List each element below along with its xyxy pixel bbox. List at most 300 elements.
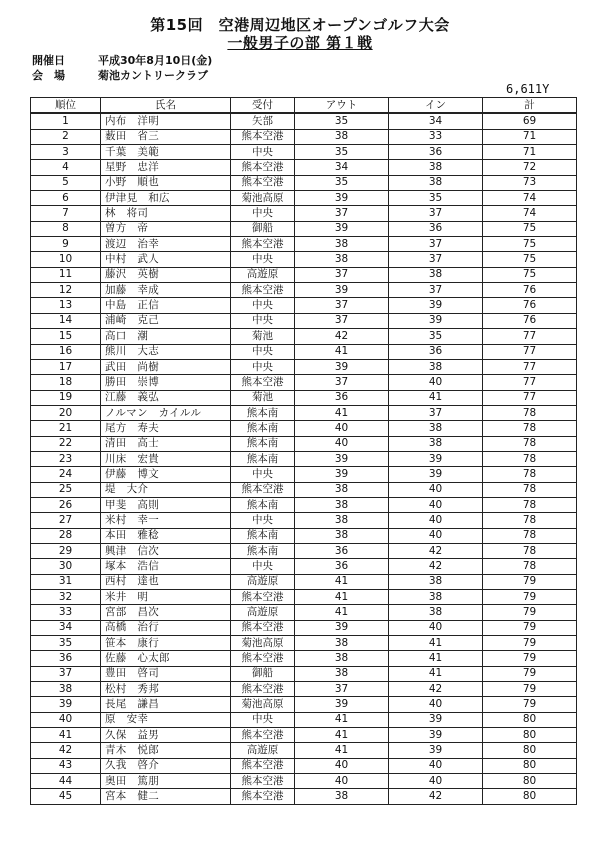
cell-rank: 20 xyxy=(31,405,101,420)
cell-total: 77 xyxy=(483,390,577,405)
cell-in: 38 xyxy=(389,590,483,605)
table-row xyxy=(31,252,577,267)
cell-total: 78 xyxy=(483,405,577,420)
cell-rank: 2 xyxy=(31,129,101,144)
cell-club: 熊本空港 xyxy=(231,620,295,635)
event-venue-label: 会 場 xyxy=(32,69,65,82)
cell-in: 37 xyxy=(389,237,483,252)
cell-out: 38 xyxy=(295,252,389,267)
table-row xyxy=(31,267,577,282)
cell-rank: 30 xyxy=(31,559,101,574)
table-row xyxy=(31,605,577,620)
cell-club: 御船 xyxy=(231,221,295,236)
cell-in: 40 xyxy=(389,758,483,773)
cell-name: 高口 潮 xyxy=(101,329,231,344)
cell-total: 80 xyxy=(483,743,577,758)
cell-total: 75 xyxy=(483,267,577,282)
cell-club: 中央 xyxy=(231,145,295,160)
cell-club: 菊池 xyxy=(231,329,295,344)
cell-rank: 33 xyxy=(31,605,101,620)
cell-club: 矢部 xyxy=(231,113,295,129)
cell-name: 武田 尚樹 xyxy=(101,359,231,374)
cell-in: 38 xyxy=(389,175,483,190)
cell-club: 熊本南 xyxy=(231,451,295,466)
table-row xyxy=(31,543,577,558)
cell-rank: 15 xyxy=(31,329,101,344)
cell-name: 興津 信次 xyxy=(101,543,231,558)
cell-rank: 5 xyxy=(31,175,101,190)
cell-rank: 27 xyxy=(31,513,101,528)
cell-total: 78 xyxy=(483,482,577,497)
cell-in: 40 xyxy=(389,513,483,528)
cell-total: 79 xyxy=(483,697,577,712)
cell-name: 曽方 帝 xyxy=(101,221,231,236)
cell-rank: 21 xyxy=(31,421,101,436)
cell-rank: 16 xyxy=(31,344,101,359)
cell-club: 中央 xyxy=(231,298,295,313)
cell-out: 38 xyxy=(295,651,389,666)
cell-rank: 8 xyxy=(31,221,101,236)
cell-out: 39 xyxy=(295,467,389,482)
cell-total: 78 xyxy=(483,467,577,482)
cell-club: 熊本空港 xyxy=(231,774,295,789)
cell-total: 76 xyxy=(483,313,577,328)
cell-in: 42 xyxy=(389,682,483,697)
cell-total: 69 xyxy=(483,113,577,129)
table-row xyxy=(31,298,577,313)
cell-club: 熊本空港 xyxy=(231,160,295,175)
table-row xyxy=(31,283,577,298)
table-row xyxy=(31,390,577,405)
cell-total: 72 xyxy=(483,160,577,175)
cell-rank: 11 xyxy=(31,267,101,282)
cell-in: 36 xyxy=(389,344,483,359)
table-row xyxy=(31,528,577,543)
cell-club: 高遊原 xyxy=(231,605,295,620)
cell-club: 熊本空港 xyxy=(231,129,295,144)
cell-rank: 43 xyxy=(31,758,101,773)
table-row xyxy=(31,129,577,144)
cell-name: 清田 高士 xyxy=(101,436,231,451)
column-header-out: アウト xyxy=(295,98,389,114)
table-row xyxy=(31,175,577,190)
cell-total: 80 xyxy=(483,712,577,727)
cell-name: 尾方 寿夫 xyxy=(101,421,231,436)
table-header-row xyxy=(31,98,577,114)
cell-in: 38 xyxy=(389,436,483,451)
table-row xyxy=(31,620,577,635)
cell-name: 千葉 美範 xyxy=(101,145,231,160)
cell-in: 40 xyxy=(389,774,483,789)
cell-name: 中村 武人 xyxy=(101,252,231,267)
cell-out: 38 xyxy=(295,789,389,804)
cell-rank: 31 xyxy=(31,574,101,589)
cell-total: 78 xyxy=(483,559,577,574)
cell-rank: 34 xyxy=(31,620,101,635)
cell-total: 79 xyxy=(483,682,577,697)
table-row xyxy=(31,160,577,175)
cell-total: 76 xyxy=(483,298,577,313)
cell-name: 伊藤 博文 xyxy=(101,467,231,482)
table-row xyxy=(31,405,577,420)
cell-out: 38 xyxy=(295,482,389,497)
cell-total: 80 xyxy=(483,774,577,789)
cell-in: 40 xyxy=(389,375,483,390)
column-header-rank: 順位 xyxy=(31,98,101,114)
cell-club: 中央 xyxy=(231,513,295,528)
cell-club: 熊本空港 xyxy=(231,651,295,666)
cell-rank: 3 xyxy=(31,145,101,160)
cell-rank: 40 xyxy=(31,712,101,727)
cell-rank: 17 xyxy=(31,359,101,374)
cell-name: 小野 順也 xyxy=(101,175,231,190)
cell-total: 79 xyxy=(483,666,577,681)
cell-rank: 38 xyxy=(31,682,101,697)
cell-rank: 36 xyxy=(31,651,101,666)
cell-total: 80 xyxy=(483,728,577,743)
cell-rank: 22 xyxy=(31,436,101,451)
results-table xyxy=(30,97,577,805)
cell-in: 38 xyxy=(389,359,483,374)
cell-name: 藤沢 英樹 xyxy=(101,267,231,282)
event-date-label: 開催日 xyxy=(32,54,65,67)
cell-club: 熊本南 xyxy=(231,543,295,558)
table-row xyxy=(31,636,577,651)
table-row xyxy=(31,359,577,374)
cell-out: 39 xyxy=(295,283,389,298)
cell-name: 熊川 大志 xyxy=(101,344,231,359)
cell-club: 中央 xyxy=(231,559,295,574)
cell-rank: 4 xyxy=(31,160,101,175)
cell-name: 浦崎 克己 xyxy=(101,313,231,328)
cell-name: 渡辺 治幸 xyxy=(101,237,231,252)
cell-total: 78 xyxy=(483,543,577,558)
cell-in: 40 xyxy=(389,528,483,543)
cell-total: 79 xyxy=(483,620,577,635)
cell-rank: 14 xyxy=(31,313,101,328)
cell-out: 39 xyxy=(295,620,389,635)
cell-out: 37 xyxy=(295,298,389,313)
cell-club: 中央 xyxy=(231,467,295,482)
cell-in: 40 xyxy=(389,482,483,497)
cell-in: 40 xyxy=(389,497,483,512)
cell-name: 甲斐 高則 xyxy=(101,497,231,512)
cell-name: 本田 雅稔 xyxy=(101,528,231,543)
cell-total: 80 xyxy=(483,789,577,804)
cell-name: 林 将司 xyxy=(101,206,231,221)
cell-in: 41 xyxy=(389,666,483,681)
cell-total: 75 xyxy=(483,237,577,252)
cell-name: 佐藤 心太郎 xyxy=(101,651,231,666)
table-row xyxy=(31,590,577,605)
cell-name: 笹本 康行 xyxy=(101,636,231,651)
cell-in: 40 xyxy=(389,620,483,635)
column-header-in: イン xyxy=(389,98,483,114)
cell-club: 中央 xyxy=(231,206,295,221)
cell-in: 38 xyxy=(389,421,483,436)
cell-rank: 23 xyxy=(31,451,101,466)
cell-total: 79 xyxy=(483,636,577,651)
cell-out: 38 xyxy=(295,129,389,144)
tournament-title: 第15回 空港周辺地区オープンゴルフ大会 xyxy=(150,16,450,34)
cell-club: 熊本南 xyxy=(231,421,295,436)
cell-club: 中央 xyxy=(231,252,295,267)
cell-rank: 7 xyxy=(31,206,101,221)
cell-club: 熊本空港 xyxy=(231,283,295,298)
cell-in: 36 xyxy=(389,221,483,236)
cell-club: 熊本南 xyxy=(231,405,295,420)
cell-out: 41 xyxy=(295,728,389,743)
table-row xyxy=(31,344,577,359)
cell-in: 35 xyxy=(389,191,483,206)
cell-rank: 10 xyxy=(31,252,101,267)
cell-total: 73 xyxy=(483,175,577,190)
cell-name: 松村 秀邦 xyxy=(101,682,231,697)
cell-name: 長尾 謙昌 xyxy=(101,697,231,712)
table-row xyxy=(31,436,577,451)
cell-name: 青木 悦郎 xyxy=(101,743,231,758)
cell-rank: 19 xyxy=(31,390,101,405)
table-row xyxy=(31,666,577,681)
cell-name: 米村 幸一 xyxy=(101,513,231,528)
cell-in: 41 xyxy=(389,651,483,666)
table-row xyxy=(31,451,577,466)
cell-out: 35 xyxy=(295,113,389,129)
cell-out: 38 xyxy=(295,513,389,528)
cell-out: 37 xyxy=(295,267,389,282)
table-row xyxy=(31,697,577,712)
cell-in: 37 xyxy=(389,206,483,221)
cell-total: 77 xyxy=(483,375,577,390)
cell-in: 39 xyxy=(389,451,483,466)
event-date-value: 平成30年8月10日(金) xyxy=(98,54,213,67)
cell-total: 75 xyxy=(483,221,577,236)
cell-rank: 24 xyxy=(31,467,101,482)
cell-out: 41 xyxy=(295,574,389,589)
cell-club: 中央 xyxy=(231,712,295,727)
cell-club: 熊本空港 xyxy=(231,590,295,605)
table-row xyxy=(31,497,577,512)
cell-total: 74 xyxy=(483,206,577,221)
cell-total: 78 xyxy=(483,451,577,466)
cell-total: 71 xyxy=(483,145,577,160)
cell-club: 高遊原 xyxy=(231,743,295,758)
cell-out: 38 xyxy=(295,666,389,681)
cell-club: 菊池 xyxy=(231,390,295,405)
course-yardage: 6,611Y xyxy=(506,82,550,96)
cell-name: 星野 忠洋 xyxy=(101,160,231,175)
event-date xyxy=(32,52,212,68)
cell-out: 36 xyxy=(295,543,389,558)
cell-in: 39 xyxy=(389,712,483,727)
cell-rank: 44 xyxy=(31,774,101,789)
cell-total: 71 xyxy=(483,129,577,144)
cell-total: 79 xyxy=(483,605,577,620)
cell-out: 39 xyxy=(295,221,389,236)
cell-club: 熊本空港 xyxy=(231,375,295,390)
table-row xyxy=(31,467,577,482)
cell-out: 40 xyxy=(295,774,389,789)
cell-total: 74 xyxy=(483,191,577,206)
cell-club: 高遊原 xyxy=(231,574,295,589)
cell-in: 38 xyxy=(389,267,483,282)
results-body xyxy=(31,113,577,804)
cell-club: 菊池高原 xyxy=(231,636,295,651)
cell-club: 熊本空港 xyxy=(231,482,295,497)
cell-name: 中島 正信 xyxy=(101,298,231,313)
cell-name: 塚本 浩信 xyxy=(101,559,231,574)
cell-in: 35 xyxy=(389,329,483,344)
cell-out: 36 xyxy=(295,559,389,574)
cell-out: 40 xyxy=(295,758,389,773)
table-row xyxy=(31,774,577,789)
cell-rank: 37 xyxy=(31,666,101,681)
cell-name: 宮部 昌次 xyxy=(101,605,231,620)
cell-club: 熊本空港 xyxy=(231,758,295,773)
cell-total: 76 xyxy=(483,283,577,298)
cell-rank: 41 xyxy=(31,728,101,743)
cell-name: 川床 宏貴 xyxy=(101,451,231,466)
cell-club: 御船 xyxy=(231,666,295,681)
table-row xyxy=(31,743,577,758)
table-row xyxy=(31,651,577,666)
cell-in: 36 xyxy=(389,145,483,160)
table-row xyxy=(31,728,577,743)
table-row xyxy=(31,221,577,236)
cell-name: 奥田 篤朋 xyxy=(101,774,231,789)
cell-club: 熊本南 xyxy=(231,497,295,512)
event-venue-value: 菊池カントリークラブ xyxy=(98,69,208,82)
cell-out: 37 xyxy=(295,206,389,221)
cell-rank: 28 xyxy=(31,528,101,543)
cell-name: 伊津見 和広 xyxy=(101,191,231,206)
cell-rank: 18 xyxy=(31,375,101,390)
cell-out: 37 xyxy=(295,682,389,697)
cell-name: 宮本 健二 xyxy=(101,789,231,804)
table-row xyxy=(31,758,577,773)
cell-rank: 25 xyxy=(31,482,101,497)
cell-rank: 9 xyxy=(31,237,101,252)
cell-total: 78 xyxy=(483,513,577,528)
column-header-club: 受付 xyxy=(231,98,295,114)
cell-rank: 32 xyxy=(31,590,101,605)
cell-club: 熊本南 xyxy=(231,528,295,543)
cell-in: 37 xyxy=(389,252,483,267)
cell-out: 39 xyxy=(295,697,389,712)
cell-in: 41 xyxy=(389,390,483,405)
cell-name: 堤 大介 xyxy=(101,482,231,497)
cell-rank: 13 xyxy=(31,298,101,313)
cell-name: 内布 洋明 xyxy=(101,113,231,129)
cell-out: 41 xyxy=(295,590,389,605)
cell-total: 75 xyxy=(483,252,577,267)
cell-club: 菊池高原 xyxy=(231,191,295,206)
cell-name: 豊田 啓司 xyxy=(101,666,231,681)
cell-out: 41 xyxy=(295,712,389,727)
cell-out: 39 xyxy=(295,191,389,206)
cell-out: 38 xyxy=(295,528,389,543)
cell-out: 38 xyxy=(295,237,389,252)
division-title xyxy=(0,32,600,53)
cell-rank: 39 xyxy=(31,697,101,712)
cell-rank: 35 xyxy=(31,636,101,651)
cell-total: 77 xyxy=(483,344,577,359)
cell-total: 80 xyxy=(483,758,577,773)
cell-out: 41 xyxy=(295,605,389,620)
cell-in: 39 xyxy=(389,728,483,743)
cell-in: 33 xyxy=(389,129,483,144)
cell-in: 37 xyxy=(389,283,483,298)
cell-name: 西村 達也 xyxy=(101,574,231,589)
table-row xyxy=(31,329,577,344)
cell-name: ノルマン カイルル xyxy=(101,405,231,420)
cell-in: 41 xyxy=(389,636,483,651)
cell-club: 中央 xyxy=(231,344,295,359)
cell-in: 39 xyxy=(389,743,483,758)
table-row xyxy=(31,513,577,528)
cell-in: 42 xyxy=(389,559,483,574)
cell-out: 40 xyxy=(295,421,389,436)
cell-in: 42 xyxy=(389,543,483,558)
cell-out: 38 xyxy=(295,497,389,512)
cell-total: 77 xyxy=(483,359,577,374)
cell-out: 40 xyxy=(295,436,389,451)
cell-out: 41 xyxy=(295,743,389,758)
cell-in: 34 xyxy=(389,113,483,129)
cell-name: 久我 啓介 xyxy=(101,758,231,773)
table-row xyxy=(31,421,577,436)
cell-club: 中央 xyxy=(231,359,295,374)
cell-total: 79 xyxy=(483,651,577,666)
cell-out: 37 xyxy=(295,313,389,328)
cell-club: 熊本南 xyxy=(231,436,295,451)
cell-in: 38 xyxy=(389,160,483,175)
cell-club: 熊本空港 xyxy=(231,789,295,804)
cell-out: 42 xyxy=(295,329,389,344)
cell-out: 38 xyxy=(295,636,389,651)
cell-rank: 12 xyxy=(31,283,101,298)
cell-in: 38 xyxy=(389,605,483,620)
cell-out: 35 xyxy=(295,145,389,160)
cell-in: 39 xyxy=(389,313,483,328)
cell-name: 原 安幸 xyxy=(101,712,231,727)
table-row xyxy=(31,206,577,221)
cell-name: 高橋 治行 xyxy=(101,620,231,635)
cell-total: 78 xyxy=(483,421,577,436)
cell-name: 薮田 省三 xyxy=(101,129,231,144)
table-row xyxy=(31,574,577,589)
cell-total: 79 xyxy=(483,590,577,605)
table-row xyxy=(31,789,577,804)
cell-total: 77 xyxy=(483,329,577,344)
event-venue xyxy=(32,67,208,83)
table-row xyxy=(31,559,577,574)
cell-name: 久保 益男 xyxy=(101,728,231,743)
cell-in: 39 xyxy=(389,467,483,482)
table-row xyxy=(31,145,577,160)
cell-rank: 1 xyxy=(31,113,101,129)
cell-in: 40 xyxy=(389,697,483,712)
cell-out: 39 xyxy=(295,451,389,466)
cell-out: 37 xyxy=(295,375,389,390)
table-row xyxy=(31,237,577,252)
cell-rank: 45 xyxy=(31,789,101,804)
cell-out: 39 xyxy=(295,359,389,374)
table-row xyxy=(31,191,577,206)
cell-out: 34 xyxy=(295,160,389,175)
table-row xyxy=(31,313,577,328)
cell-out: 35 xyxy=(295,175,389,190)
